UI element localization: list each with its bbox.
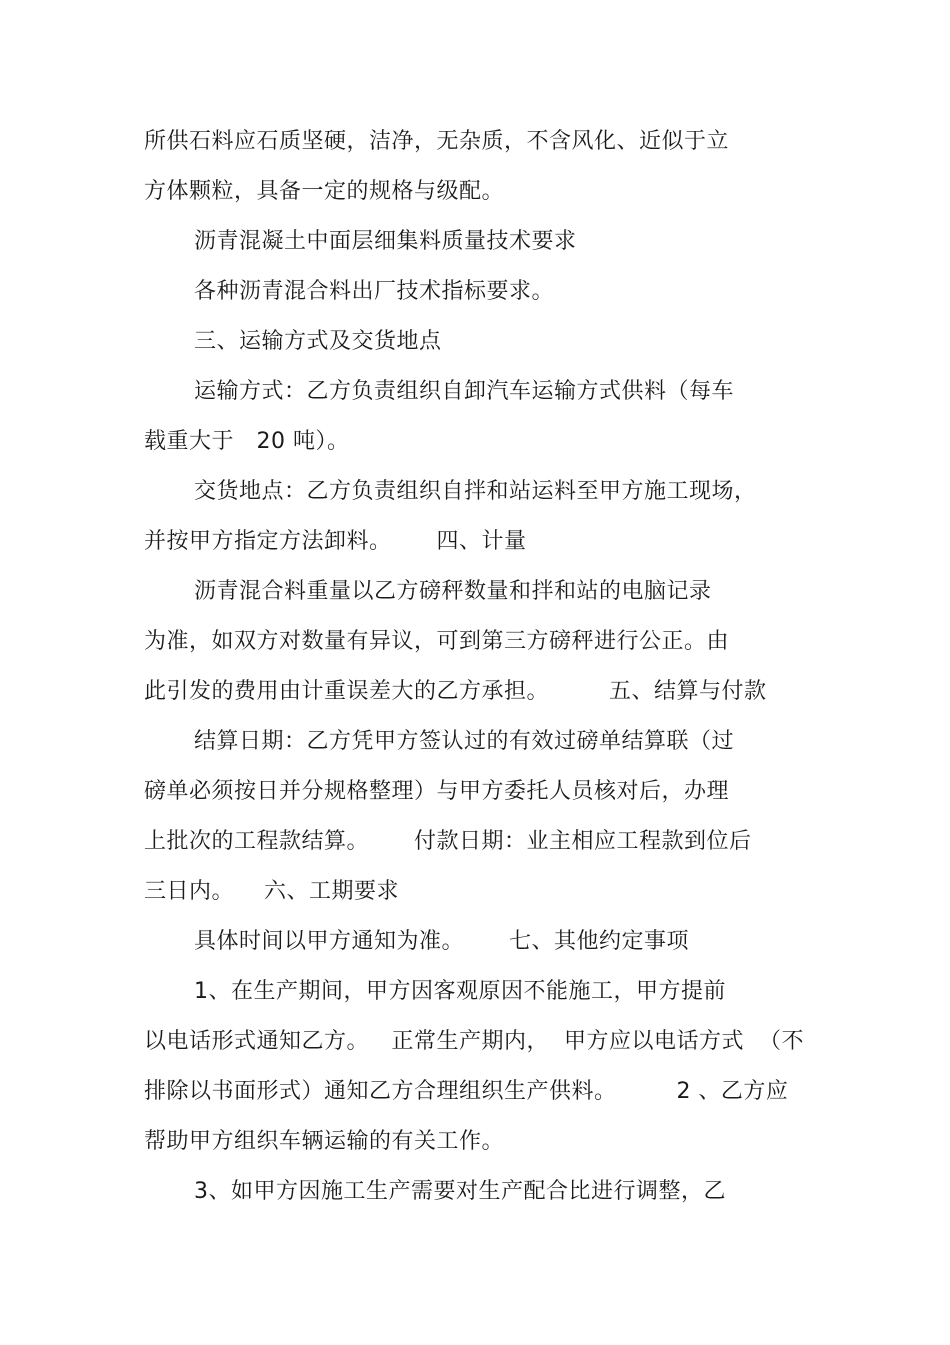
- text-line: 上批次的工程款结算。 付款日期：业主相应工程款到位后: [144, 829, 752, 854]
- text-line: 沥青混凝土中面层细集料质量技术要求: [194, 229, 577, 254]
- text-line: 帮助甲方组织车辆运输的有关工作。: [144, 1129, 505, 1154]
- text-line: 沥青混合料重量以乙方磅秤数量和拌和站的电脑记录: [194, 579, 712, 604]
- text-line: 具体时间以甲方通知为准。 七、其他约定事项: [194, 929, 689, 954]
- text-line: 运输方式：乙方负责组织自卸汽车运输方式供料（每车: [194, 379, 735, 404]
- text-line: 3、如甲方因施工生产需要对生产配合比进行调整，乙: [194, 1179, 726, 1204]
- text-line: 并按甲方指定方法卸料。 四、计量: [144, 529, 527, 554]
- text-line: 磅单必须按日并分规格整理）与甲方委托人员核对后，办理: [144, 779, 730, 804]
- text-line: 所供石料应石质坚硬，洁净，无杂质，不含风化、近似于立: [144, 129, 730, 154]
- section-heading: 三、运输方式及交货地点: [194, 329, 442, 354]
- text-line: 1、在生产期间，甲方因客观原因不能施工，甲方提前: [194, 979, 726, 1004]
- text-line: 三日内。 六、工期要求: [144, 879, 399, 904]
- text-line: 各种沥青混合料出厂技术指标要求。: [194, 279, 555, 304]
- text-line: 载重大于 20 吨）。: [144, 429, 350, 454]
- text-line: 以电话形式通知乙方。 正常生产期内， 甲方应以电话方式 （不: [144, 1029, 804, 1054]
- text-line: 为准，如双方对数量有异议，可到第三方磅秤进行公正。由: [144, 629, 730, 654]
- text-line: 交货地点：乙方负责组织自拌和站运料至甲方施工现场，: [194, 479, 757, 504]
- text-line: 此引发的费用由计重误差大的乙方承担。 五、结算与付款: [144, 679, 767, 704]
- text-line: 方体颗粒，具备一定的规格与级配。: [144, 179, 505, 204]
- text-line: 排除以书面形式）通知乙方合理组织生产供料。 2 、乙方应: [144, 1079, 789, 1104]
- text-line: 结算日期：乙方凭甲方签认过的有效过磅单结算联（过: [194, 729, 735, 754]
